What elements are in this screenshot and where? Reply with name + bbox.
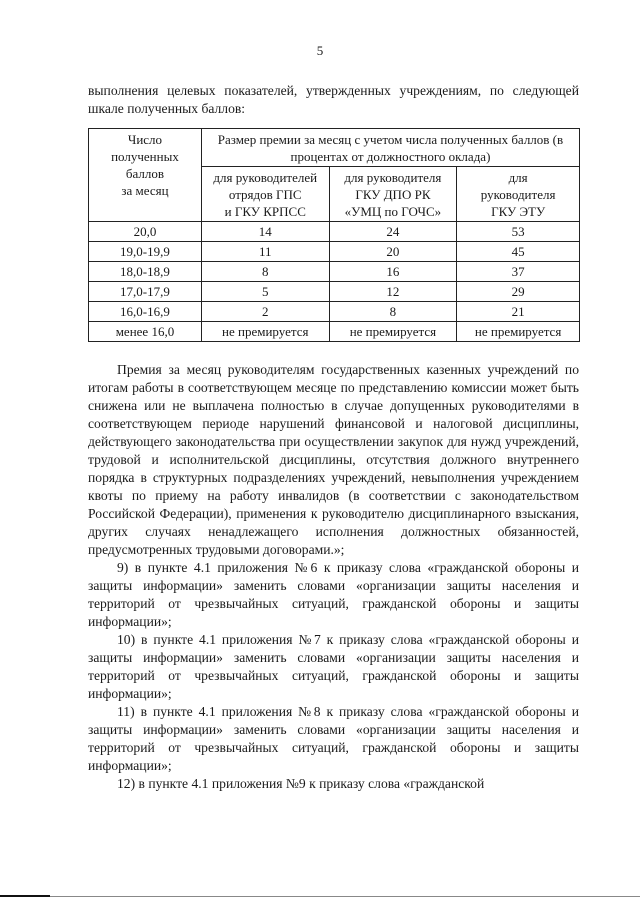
- cell-gps: 11: [201, 242, 329, 262]
- table-row: [89, 262, 580, 282]
- cell-umc: 24: [329, 222, 457, 242]
- cell-umc: 16: [329, 262, 457, 282]
- cell-gps: 2: [201, 302, 329, 322]
- paragraph-item-12: 12) в пункте 4.1 приложения №9 к приказу слова «гражданской: [117, 776, 485, 791]
- page-number: 5: [316, 43, 324, 58]
- header-bonus-size: Размер премии за месяц с учетом числа полученных баллов (в процентах от должностного оклада): [201, 129, 579, 167]
- subheader-line: ГКУ ДПО РК: [355, 187, 431, 202]
- cell-umc: 12: [329, 282, 457, 302]
- paragraph-bonus-reduction: Премия за месяц руководителям государственных казенных учреждений по итогам работы в соответствующем месяце по представлению комиссии может быть снижена или не выплачена полностью в случае допущенных руководителями в соответствующем периоде нарушений финансовой и налоговой дисциплины, действующего законодательства при осуществлении закупок для нужд учреждений, трудовой и исполнительской дисциплины, отсутствия должного внутреннего порядка в структурных подразделениях учреждений, невыполнения учреждением квоты по приему на работу инвалидов (в соответствии с законодательством Российской Федерации), применения к руководителю дисциплинарного взыскания, других случаях ненадлежащего исполнения должностных обязанностей, предусмотренных трудовыми договорами.»;: [88, 362, 579, 557]
- paragraph-item-10: 10) в пункте 4.1 приложения №7 к приказу слова «гражданской обороны и защиты информации» заменить словами «организации защиты населения и территорий от чрезвычайных ситуаций, гражданской обороны и защиты информации»;: [88, 632, 579, 701]
- scan-edge-line: [0, 896, 640, 897]
- table-row: [89, 282, 580, 302]
- bonus-scale-table: [88, 128, 580, 342]
- intro-paragraph: выполнения целевых показателей, утвержденных учреждениям, по следующей шкале полученных баллов:: [88, 83, 579, 116]
- cell-etu: 45: [457, 242, 580, 262]
- body-text: [88, 361, 579, 793]
- cell-etu: 21: [457, 302, 580, 322]
- paragraph-item-11: 11) в пункте 4.1 приложения №8 к приказу слова «гражданской обороны и защиты информации» заменить словами «организации защиты населения и территорий от чрезвычайных ситуаций, гражданской обороны и защиты информации»;: [88, 704, 579, 773]
- cell-etu: 53: [457, 222, 580, 242]
- header-points-line: полученных: [111, 149, 179, 164]
- intro-text: [88, 82, 579, 118]
- cell-etu: не премируется: [457, 322, 580, 342]
- cell-points: 18,0-18,9: [89, 262, 202, 282]
- cell-points: 19,0-19,9: [89, 242, 202, 262]
- header-points-line: баллов: [125, 166, 165, 181]
- table-row: [89, 242, 580, 262]
- cell-points: 20,0: [89, 222, 202, 242]
- paragraph-item-9: 9) в пункте 4.1 приложения №6 к приказу слова «гражданской обороны и защиты информации» заменить словами «организации защиты населения и территорий от чрезвычайных ситуаций, гражданской обороны и защиты информации»;: [88, 560, 579, 629]
- cell-gps: не премируется: [201, 322, 329, 342]
- cell-points: менее 16,0: [89, 322, 202, 342]
- header-points-line: Число: [127, 132, 163, 147]
- cell-umc: не премируется: [329, 322, 457, 342]
- scan-edge-mark: [0, 895, 50, 897]
- subheader-line: ГКУ ЭТУ: [491, 204, 546, 219]
- subheader-line: «УМЦ по ГОЧС»: [344, 204, 442, 219]
- cell-etu: 37: [457, 262, 580, 282]
- subheader-umc: [329, 167, 457, 222]
- subheader-line: и ГКУ КРПСС: [224, 204, 306, 219]
- cell-gps: 14: [201, 222, 329, 242]
- subheader-line: для руководителя: [344, 170, 442, 185]
- cell-points: 16,0-16,9: [89, 302, 202, 322]
- subheader-etu: [457, 167, 580, 222]
- cell-gps: 5: [201, 282, 329, 302]
- table-header-row: [89, 129, 580, 167]
- subheader-line: для руководителей: [213, 170, 318, 185]
- subheader-line: руководителя: [480, 187, 556, 202]
- cell-etu: 29: [457, 282, 580, 302]
- cell-umc: 20: [329, 242, 457, 262]
- cell-umc: 8: [329, 302, 457, 322]
- cell-gps: 8: [201, 262, 329, 282]
- subheader-line: для: [508, 170, 528, 185]
- table-row: [89, 322, 580, 342]
- header-points: [89, 129, 202, 222]
- cell-points: 17,0-17,9: [89, 282, 202, 302]
- table-row: [89, 222, 580, 242]
- header-points-line: за месяц: [121, 183, 169, 198]
- table-row: [89, 302, 580, 322]
- subheader-line: отрядов ГПС: [228, 187, 302, 202]
- subheader-gps: [201, 167, 329, 222]
